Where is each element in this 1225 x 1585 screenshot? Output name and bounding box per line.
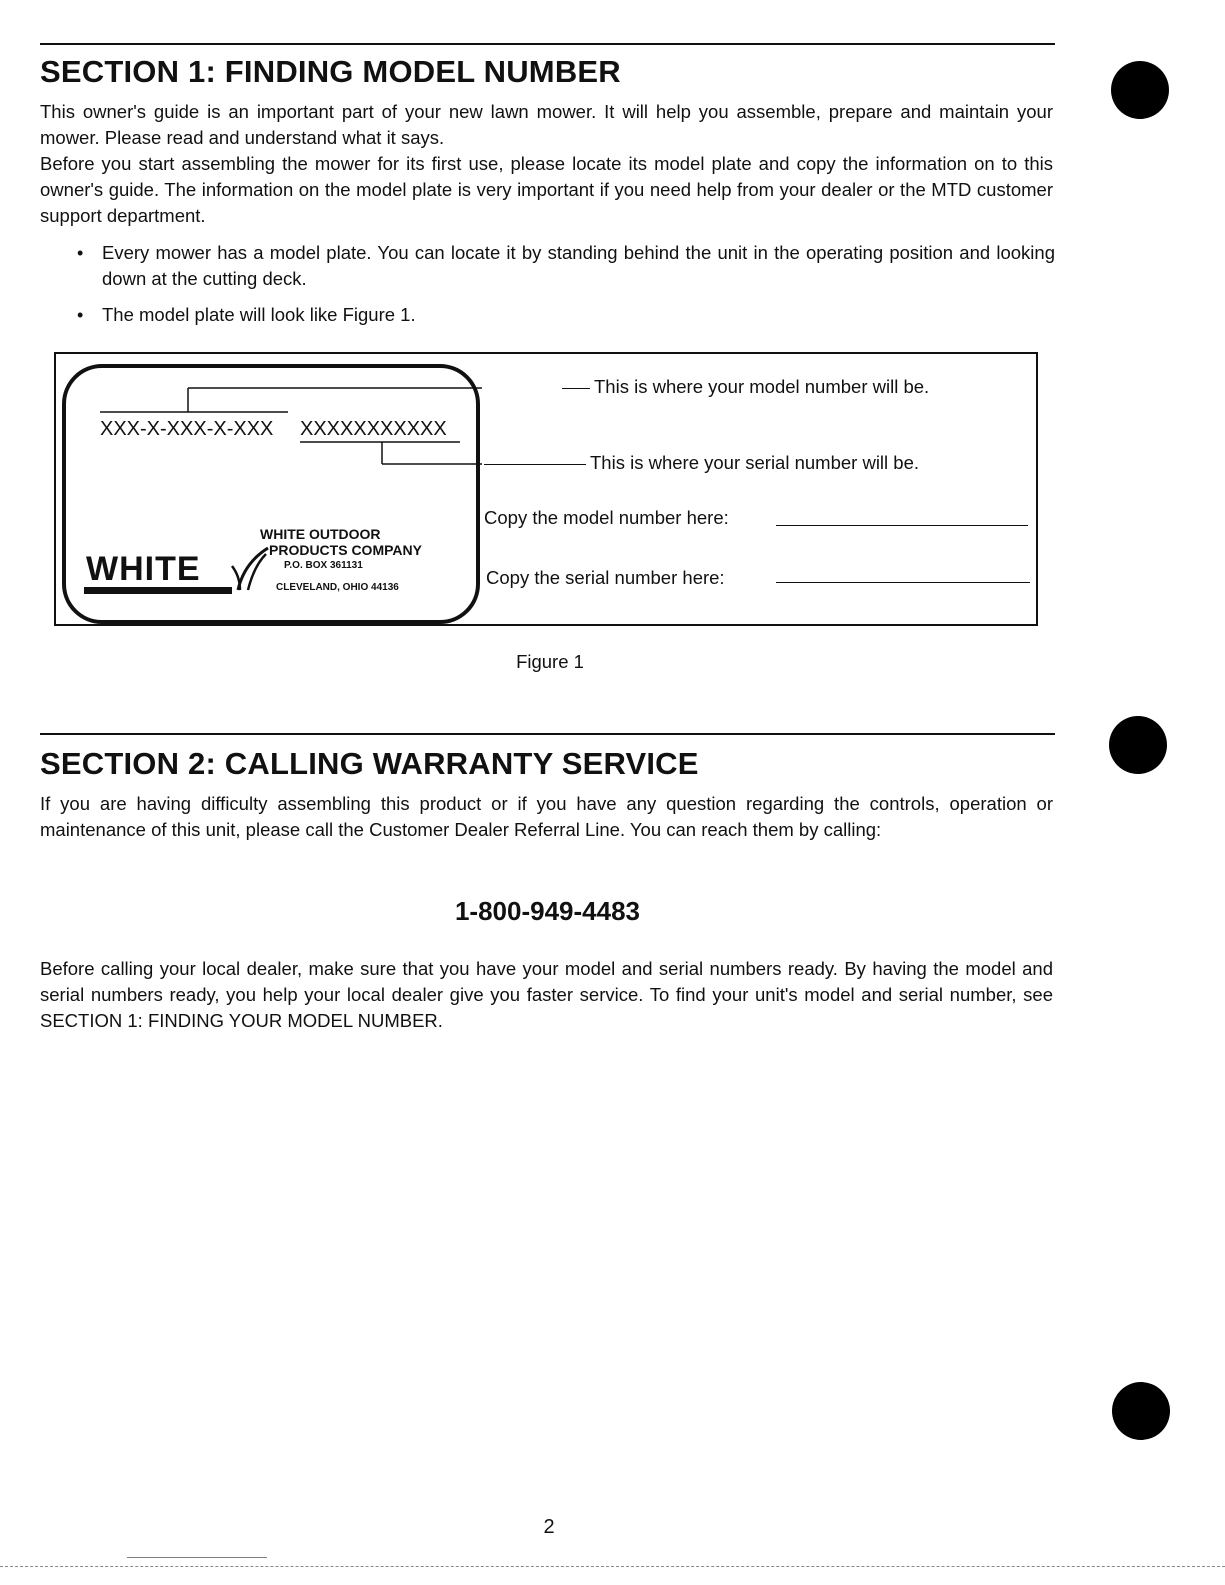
serial-number-placeholder: XXXXXXXXXXX [300,418,447,440]
copy-model-label: Copy the model number here: [484,507,729,528]
section2-dealer-paragraph: Before calling your local dealer, make sure that you have your model and serial numbers ready. By having the model and serial numbers ready, you help your local dealer give you faster service. To find your unit's model and serial number, see SECTION 1: FINDING YOUR MODEL NUMBER. [40,958,1053,1031]
section1-heading: SECTION 1: FINDING MODEL NUMBER [40,54,621,89]
section1-top-rule [40,43,1055,45]
model-number-callout: This is where your model number will be. [594,376,930,397]
company-name-line2: PRODUCTS COMPANY [269,542,422,558]
page-bottom-edge [0,1566,1225,1567]
footer-scan-line [127,1557,267,1558]
section1-bullet-list [75,240,1055,338]
customer-referral-phone-number: 1-800-949-4483 [454,896,641,926]
company-city: CLEVELAND, OHIO 44136 [276,582,399,593]
copy-serial-label: Copy the serial number here: [486,567,725,588]
section1-instructions-paragraph: Before you start assembling the mower for its first use, please locate its model plate and copy the information on to this owner's guide. The information on the model plate is very important if you need help from your dealer or the MTD customer support department. [40,153,1053,226]
serial-callout-line-extension [484,464,586,465]
copy-serial-write-line [776,582,1030,583]
punch-hole-bottom [1112,1382,1170,1440]
section2-top-rule [40,733,1055,735]
copy-model-write-line [776,525,1028,526]
section2-intro-paragraph: If you are having difficulty assembling this product or if you have any question regarding the controls, operation or maintenance of this unit, please call the Customer Dealer Referral Line. You can reach them by calling: [40,793,1053,840]
punch-hole-top [1111,61,1169,119]
bullet-item [75,302,1055,328]
bullet-text: Every mower has a model plate. You can locate it by standing behind the unit in the operating position and looking down at the cutting deck. [102,242,1055,289]
bullet-dot-icon: • [77,243,84,263]
model-callout-line-extension [562,388,590,389]
company-pobox: P.O. BOX 361131 [284,560,363,571]
figure1-caption: Figure 1 [516,651,584,672]
punch-hole-middle [1109,716,1167,774]
section1-intro-paragraph: This owner's guide is an important part of your new lawn mower. It will help you assemble, prepare and maintain your mower. Please read and understand what it says. [40,101,1053,148]
serial-number-callout: This is where your serial number will be. [590,452,920,473]
bullet-item [75,240,1055,292]
bullet-dot-icon: • [77,305,84,325]
page-number: 2 [543,1516,555,1538]
bullet-text: The model plate will look like Figure 1. [102,304,416,325]
model-number-placeholder: XXX-X-XXX-X-XXX [100,418,274,440]
section2-heading: SECTION 2: CALLING WARRANTY SERVICE [40,746,699,781]
company-name-line1: WHITE OUTDOOR [260,526,381,542]
white-logo: WHITE [86,550,201,588]
model-plate-illustration [62,362,482,628]
